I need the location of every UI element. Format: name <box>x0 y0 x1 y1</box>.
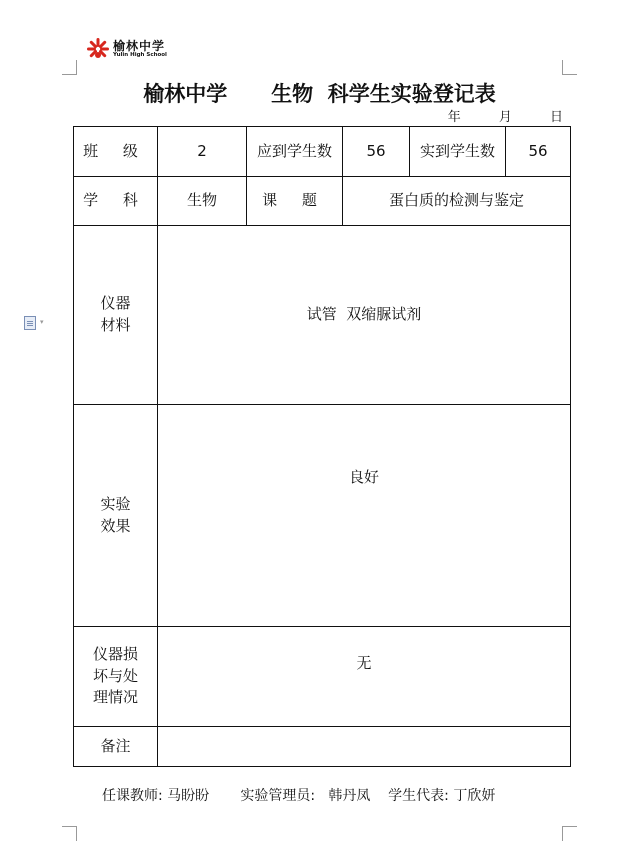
school-logo <box>86 37 167 61</box>
table-row <box>74 405 571 627</box>
actual-students-label: 实到学生数 <box>410 127 506 177</box>
topic-label: 课 题 <box>247 177 343 226</box>
logo-english-name: Yulin High School <box>113 51 167 58</box>
table-row <box>74 177 571 226</box>
document-icon[interactable] <box>24 316 36 330</box>
damage-label <box>74 627 158 727</box>
effect-value: 良好 <box>158 405 571 627</box>
class-label: 班 级 <box>74 127 158 177</box>
page-corner-mark-top-left <box>62 60 77 75</box>
remarks-label: 备注 <box>74 727 158 767</box>
table-row <box>74 127 571 177</box>
subject-label: 学 科 <box>74 177 158 226</box>
damage-value: 无 <box>158 627 571 727</box>
table-row <box>74 627 571 727</box>
remarks-value[interactable] <box>158 727 571 767</box>
equipment-label-line-2: 材料 <box>100 316 131 334</box>
effect-label-line-2: 效果 <box>100 516 131 535</box>
effect-label <box>74 405 158 627</box>
subject-value: 生物 <box>158 177 247 226</box>
table-row <box>74 226 571 405</box>
class-value: 2 <box>158 127 247 177</box>
damage-label-line-2: 坏与处 <box>92 666 138 685</box>
damage-label-line-3: 理情况 <box>92 688 138 707</box>
table-row <box>74 727 571 767</box>
logo-chinese-name: 榆林中学 <box>113 38 166 53</box>
chevron-down-icon[interactable]: ▾ <box>40 318 44 326</box>
equipment-label-line-1: 仪器 <box>100 294 131 313</box>
registration-table <box>73 126 571 767</box>
equipment-label <box>74 226 158 405</box>
damage-label-line-1: 仪器损 <box>92 644 138 663</box>
expected-students-value: 56 <box>343 127 410 177</box>
page-corner-mark-top-right <box>562 60 577 75</box>
page-corner-mark-bottom-left <box>62 826 77 841</box>
equipment-value: 试管 双缩脲试剂 <box>158 226 571 405</box>
page-corner-mark-bottom-right <box>562 826 577 841</box>
school-emblem-icon <box>86 37 110 61</box>
topic-value: 蛋白质的检测与鉴定 <box>343 177 571 226</box>
expected-students-label: 应到学生数 <box>247 127 343 177</box>
page-title: 榆林中学 生物 科学生实验登记表 <box>143 82 496 106</box>
date-line: 年 月 日 <box>447 110 563 125</box>
actual-students-value: 56 <box>506 127 571 177</box>
signature-footer: 任课教师: 马盼盼 实验管理员: 韩丹凤 学生代表: 丁欣妍 <box>102 788 496 804</box>
effect-label-line-1: 实验 <box>100 494 131 513</box>
